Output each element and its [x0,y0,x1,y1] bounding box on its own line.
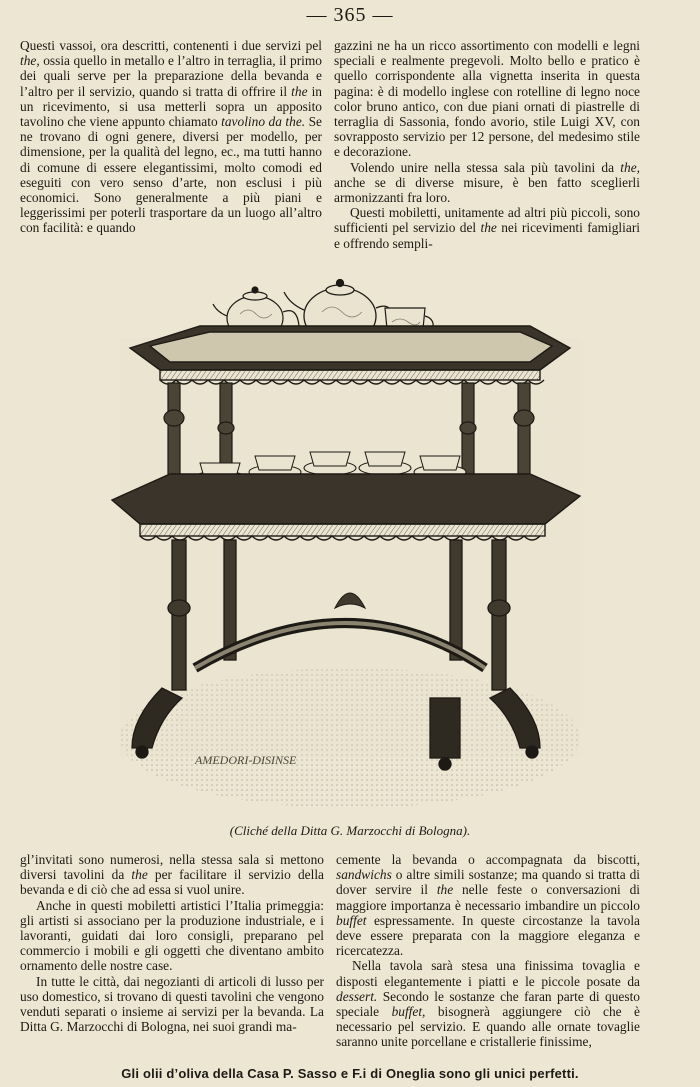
text-run: Anche in questi mobiletti artistici l’Italia primeggia: gli artisti si associano per la produzione industriale, e i lavoranti, guidati dai loro consigli, preparano pel commercio i mobili e gli oggetti che diventano ambito ornamento delle nostre case. [20,897,324,974]
italic-run: dessert. [336,988,378,1004]
page-number: — 365 — [306,4,394,26]
text-run: Nella tavola sarà stesa una finissima tovaglia e disposti elegantemente i piatti e le piccole posate da [336,958,640,989]
italic-run: the [131,867,148,883]
column-top-left [20,38,322,236]
italic-run: the, [20,53,40,69]
text-run: Questi mobiletti, unitamente ad altri più piccoli, sono sufficienti pel servizio del [334,205,640,236]
lower-tier [112,474,580,540]
advertisement-footer: Gli olii d’oliva della Casa P. Sasso e F.i di Oneglia sono gli unici perfetti. [121,1066,579,1081]
text-run: Questi vassoi, ora descritti, contenenti i due servizi pel [20,38,322,53]
paragraph [20,38,322,236]
italic-run: the, [620,159,640,175]
paragraph [20,974,324,1035]
text-run: ossia quello in metallo e l’altro in terraglia, il primo dei quali serve per la preparazione della bevanda e l’altro per il servizio, quando si tratta di offrire il [20,53,322,99]
italic-run: tavolino da the. [221,114,306,130]
column-bottom-left [20,852,324,1034]
column-top-right [334,38,640,251]
italic-run: the [291,83,308,99]
tea-table-illustration [100,278,600,818]
text-run: anche se di diverse misure, è ben fatto sceglierli armonizzanti fra loro. [334,174,640,206]
text-run: espressamente. In queste circostanze la tavola deve essere preparata con la maggiore eleganza e ricercatezza. [336,912,640,959]
paragraph [334,160,640,206]
italic-run: sandwichs [336,867,392,883]
italic-run: buffet, [391,1004,426,1020]
text-run: per facilitare il servizio della bevanda e di ciò che ad essa si vuol unire. [20,867,324,898]
text-run: nei ricevimenti famigliari e offrendo sempli- [334,220,640,251]
text-run: gl’invitati sono numerosi, nella stessa sala si mettono diversi tavolini da [20,852,324,883]
paragraph [336,852,640,958]
text-run: Se ne trovano di ogni genere, diversi per modello, per dimensione, per la qualità del legno, ec., ma tutti hanno di comune di essere elegantissimi, molto comodi ed eseguiti con vero senso d’arte, non esclusi i più economici. Sono generalmente a più piani e leggerissimi per poterli trasportare da un luogo all’altro con facilità: e quando [20,114,322,236]
text-run: nelle feste o conversazioni di maggiore importanza è necessario imbandire un piccolo [336,882,641,913]
italic-run: the [480,220,497,236]
text-run: bisognerà aggiungere ciò che è necessario pel servizio. E quando alle ornate tovaglie saranno unite porcellane e cristallerie finissime, [336,1004,641,1050]
text-run: Secondo le sostanze che faran parte di questo speciale [336,988,640,1020]
text-run: in un ricevimento, si usa metterli sopra un apposito tavolino che viene appunto chiamato [20,83,322,130]
figure-caption: (Cliché della Ditta G. Marzocchi di Bologna). [229,823,471,838]
text-run: gazzini ne ha un ricco assortimento con modelli e legni speciali e realmente pregevoli. Molto bello e pratico è quello corrispondente alla vignetta inserita in questa pagina: è di modello inglese con rotelline di legno noce color bruno antico, con due piani ornati di piastrelle di terraglia di Sassonia, fondo avorio, stile Luigi XV, con sovrapposto servizio per 12 persone, del medesimo stile e decorazione. [334,38,640,160]
text-run: Volendo unire nella stessa sala più tavolini da [350,159,621,175]
italic-run: buffet [336,912,367,928]
top-tier [130,326,570,384]
paragraph [334,38,640,160]
paragraph [20,898,324,974]
engraver-signature: AMEDORI-DISINSE [195,753,297,767]
italic-run: the [436,882,454,898]
paragraph [336,958,640,1049]
text-run: cemente la bevanda o accompagnata da biscotti, [336,852,640,867]
text-run: In tutte le città, dai negozianti di articoli di lusso per uso domestico, si trovano di questi tavolini che vengono venduti separati o insieme ai servizi per la bevanda. La Ditta G. Marzocchi di Bologna, nei suoi grandi ma- [20,973,324,1035]
paragraph [20,852,324,898]
paragraph [334,205,640,251]
column-bottom-right [336,852,640,1050]
text-run: o altre simili sostanze; ma quando si tratta di dover servire il [336,867,640,898]
